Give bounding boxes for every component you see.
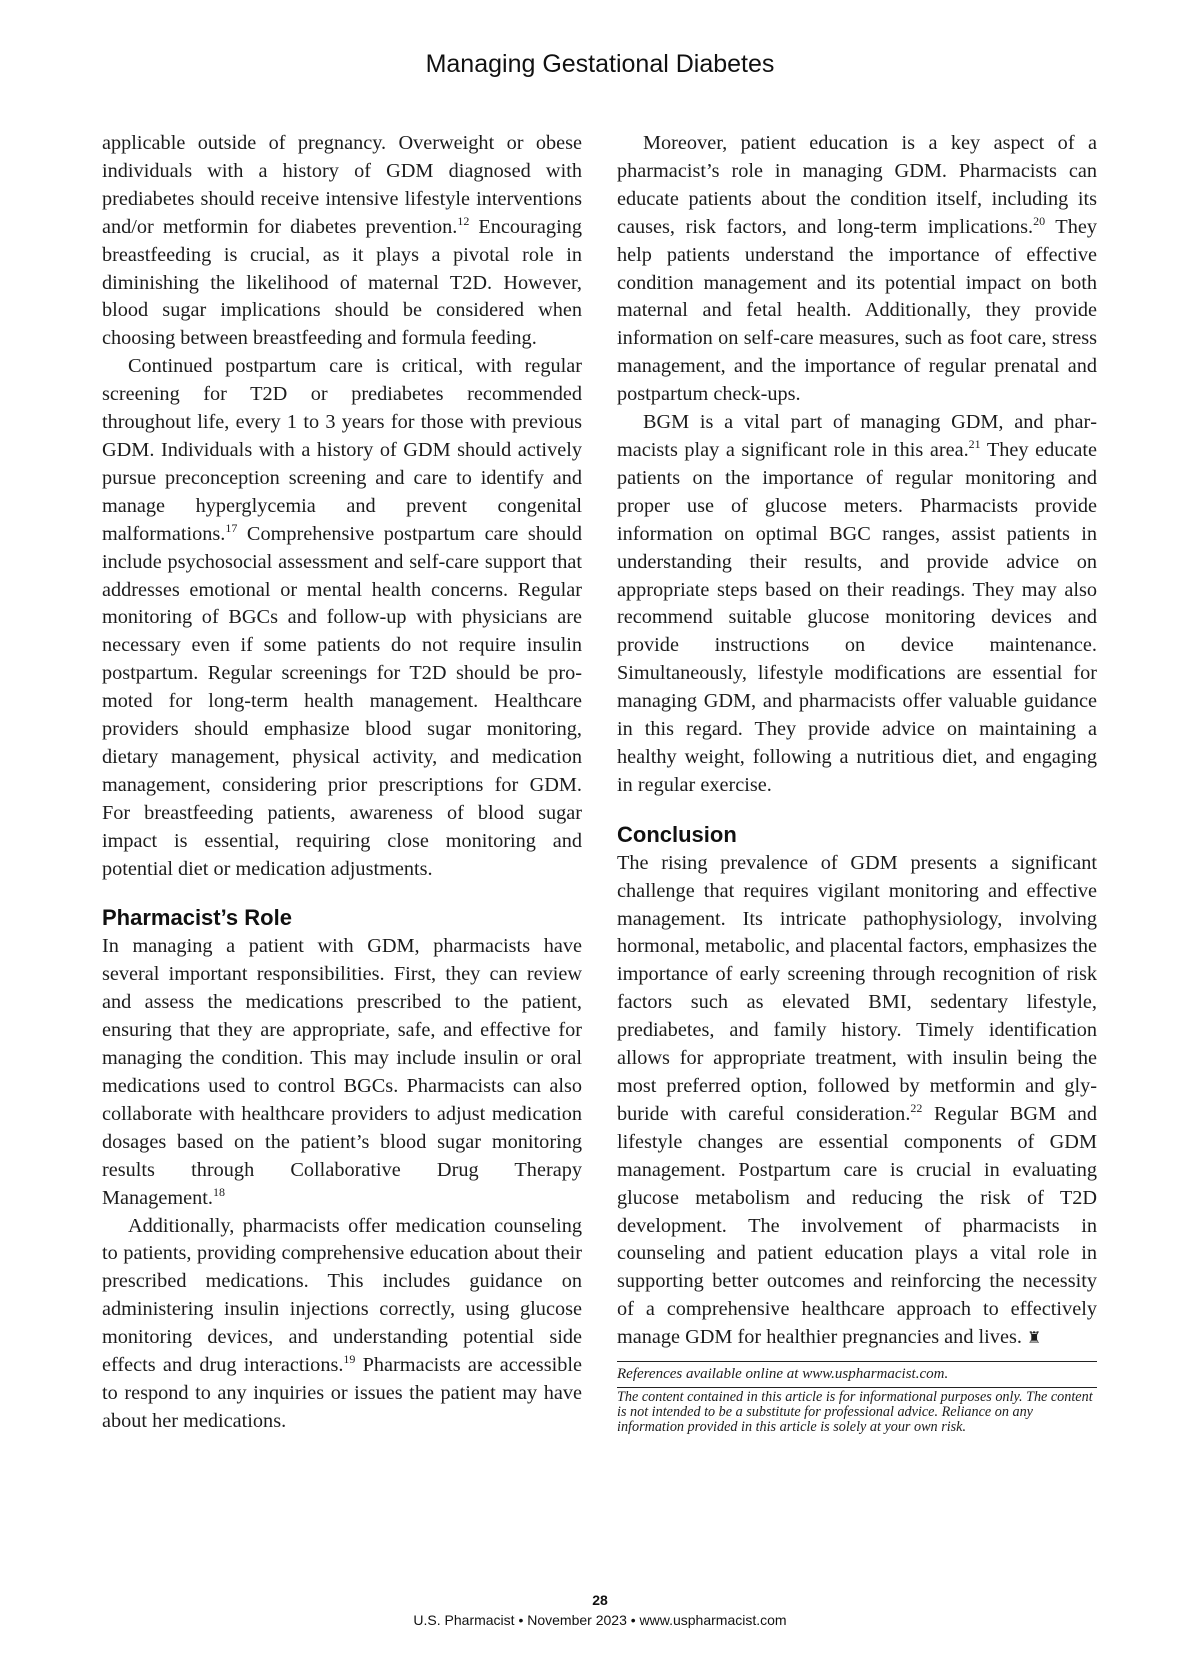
left-column — [102, 130, 582, 1436]
reference-superscript: 12 — [457, 213, 470, 228]
reference-superscript: 19 — [343, 1352, 356, 1367]
running-title: Managing Gestational Diabetes — [425, 50, 775, 78]
references-note-text: References available online at www.uspharmacist.com. — [617, 1366, 949, 1383]
paragraph: applicable outside of pregnancy. Overweight or obese individuals with a history of GDM diagnosed with prediabetes should receive intensive lifestyle interventions and/or metformin for diabetes prevention.$^{12}$ Encouraging breastfeeding is crucial, as it plays a pivotal role in diminishing the likelihood of maternal T2D. However, blood sugar implications should be considered when choosing between breastfeeding and formula feeding. — [102, 132, 582, 350]
reference-superscript: 22 — [910, 1100, 923, 1115]
right-column — [617, 130, 1097, 1435]
reference-superscript: 18 — [212, 1184, 225, 1199]
paragraph: Moreover, patient education is a key aspect of a pharmacist’s role in managing GDM. Pharmacists can educate patients about the condition itself, including its causes, risk factors, and long-term implications.$^{20}$ They help patients understand the importance of effective condition management and its potential impact on both maternal and fetal health. Additionally, they provide information on self-care measures, such as foot care, stress management, and the importance of regular prenatal and postpartum check-ups. — [617, 132, 1097, 406]
reference-superscript: 20 — [1033, 213, 1046, 228]
paragraph: Additionally, pharmacists offer medication counseling to patients, providing comprehensive education about their prescribed medications. This includes guidance on administering insulin injections correctly, using glucose monitoring devices, and understanding potential side effects and drug interactions.$^{19}$ Pharmacists are accessible to respond to any inquiries or issues the patient may have about her medications. — [102, 1214, 582, 1432]
section-heading-conclusion: Conclusion — [617, 821, 737, 847]
references-note — [617, 1361, 1097, 1383]
reference-superscript: 17 — [225, 520, 238, 535]
paragraph: BGM is a vital part of managing GDM, and pharmacists play a significant role in this area.$^{21}$ They educate patients on the importance of regular monitoring and proper use of glucose meters. Pharmacists provide information on optimal BGC ranges, assist patients in understanding their results, and provide advice on appropriate steps based on their readings. They may also recommend suitable glucose monitoring devices and provide instructions on device maintenance. Simultaneously, lifestyle modifications are essential for managing GDM, and pharmacists offer valuable guidance in this regard. They provide advice on maintaining a healthy weight, following a nutritious diet, and engaging in regular exercise. — [617, 411, 1098, 796]
paragraph: Continued postpartum care is critical, with regular screening for T2D or prediabetes recommended throughout life, every 1 to 3 years for those with previous GDM. Individuals with a history of GDM should actively pursue preconception screening and care to identify and manage hyperglycemia and prevent congenital malformations.$^{17}$ Comprehensive postpartum care should include psychosocial assessment and self-care support that addresses emotional or mental health concerns. Regular monitoring of BGCs and follow-up with physicians are necessary even if some patients do not require insulin postpartum. Regular screenings for T2D should be promoted for long-term health management. Healthcare providers should emphasize blood sugar monitoring, dietary management, physical activity, and medication management, considering prior prescriptions for GDM. For breastfeeding patients, awareness of blood sugar impact is essential, requiring close monitoring and potential diet or medication adjustments. — [102, 355, 582, 880]
section-heading-pharmacists-role: Pharmacist’s Role — [102, 905, 292, 931]
paragraph: The rising prevalence of GDM presents a significant challenge that requires vigilant monitoring and effective management. Its intricate pathophysiology, involving hormonal, metabolic, and placental factors, emphasizes the importance of early screening through recognition of risk factors such as elevated BMI, sedentary lifestyle, prediabetes, and family history. Timely identification allows for appropriate treatment, with insulin being the most preferred option, followed by metformin and glyburide with careful consideration.$^{22}$ Regular BGM and lifestyle changes are essential components of GDM management. Postpartum care is crucial in evaluating glucose metabolism and reducing the risk of T2D development. The involvement of pharmacists in counseling and patient education plays a vital role in supporting better outcomes and reinforcing the necessity of a comprehensive healthcare approach to effectively manage GDM for healthier pregnancies and lives. ♜ — [617, 851, 1098, 1349]
disclaimer: The content contained in this article is for informational purposes only. The content is not intended to be a substitute for professional advice. Reliance on any information provided in this article is solely at your own risk. — [617, 1387, 1097, 1435]
paragraph: In managing a patient with GDM, pharmacists have several important responsibilities. First, they can review and assess the medications prescribed to the patient, ensuring that they are appropriate, safe, and effective for managing the condition. This may include insulin or oral medications used to control BGCs. Pharmacists can also collaborate with healthcare providers to adjust medication dosages based on the patient’s blood sugar monitoring results through Collaborative Drug Therapy Management.$^{18}$ — [102, 935, 582, 1209]
reference-superscript: 21 — [968, 436, 981, 451]
end-of-article-icon: ♜ — [1027, 1330, 1042, 1348]
footer-publication-line: U.S. Pharmacist • November 2023 • www.uspharmacist.com — [413, 1612, 787, 1628]
page-number: 28 — [592, 1592, 608, 1608]
